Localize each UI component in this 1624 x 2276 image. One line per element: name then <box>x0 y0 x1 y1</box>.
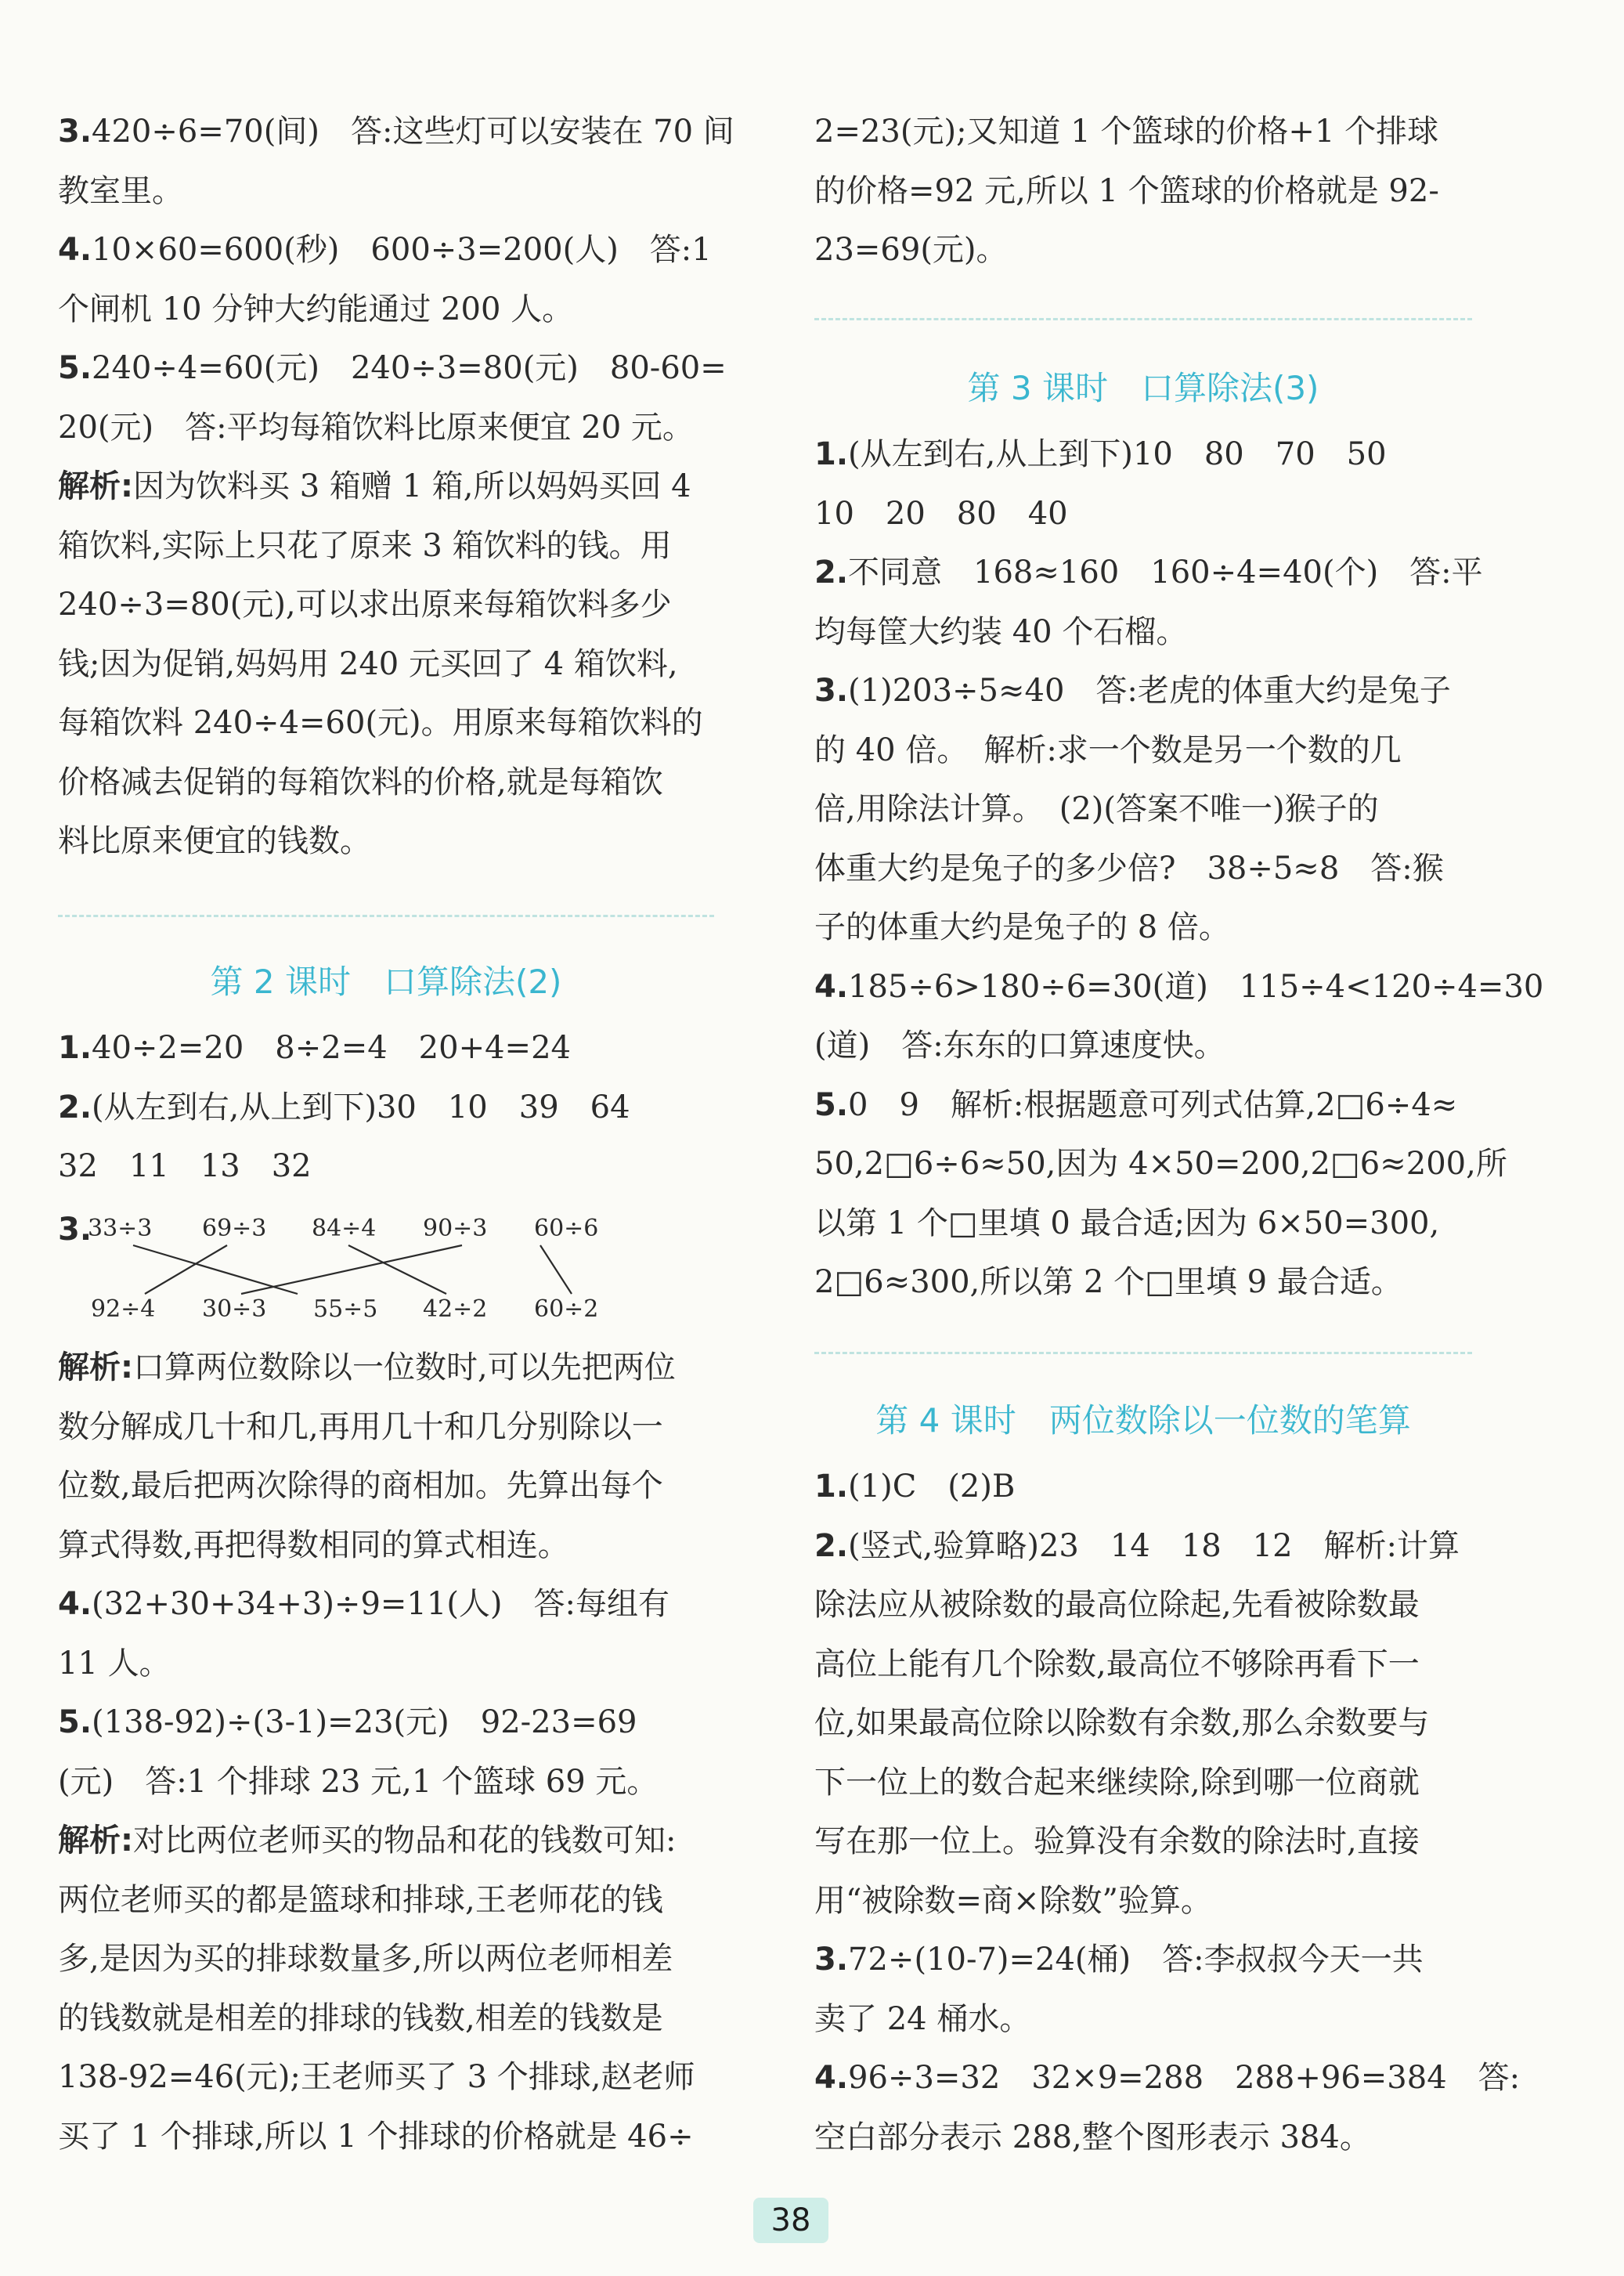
item-label: 解析: <box>58 1823 133 1859</box>
line-text: 对比两位老师买的物品和花的钱数可知: <box>133 1823 677 1859</box>
line-text: 子的体重大约是兔子的 8 倍。 <box>814 909 1230 945</box>
text-line <box>814 1706 1429 1740</box>
expr-bottom-2: 30÷3 <box>202 1295 267 1323</box>
text-line <box>814 792 1379 826</box>
line-text: 卖了 24 桶水。 <box>814 2000 1031 2037</box>
expr-bottom-5: 60÷2 <box>534 1295 599 1323</box>
text-line <box>814 114 1438 149</box>
text-line <box>58 1469 663 1503</box>
line-text: 138-92=46(元);王老师买了 3 个排球,赵老师 <box>58 2059 695 2095</box>
line-text: 96÷3=32 32×9=288 288+96=384 答: <box>848 2060 1521 2096</box>
text-line <box>814 233 1008 267</box>
text-line <box>814 970 1543 1004</box>
item-label: 4. <box>814 2060 849 2096</box>
line-text: 写在那一位上。验算没有余数的除法时,直接 <box>814 1823 1420 1859</box>
text-line <box>814 1884 1212 1918</box>
text-line <box>814 1647 1420 1682</box>
text-line <box>814 2002 1030 2036</box>
expr-top-2: 69÷3 <box>202 1215 267 1242</box>
line-text: 的 40 倍。 解析:求一个数是另一个数的几 <box>814 732 1402 768</box>
item-label: 1. <box>814 1469 849 1505</box>
expr-bottom-4: 42÷2 <box>423 1295 488 1323</box>
lesson-3-heading: 第 3 课时 口算除法(3) <box>967 369 1319 407</box>
line-text: 位,如果最高位除以除数有余数,那么余数要与 <box>814 1705 1430 1741</box>
item-label: 3. <box>58 114 92 150</box>
expr-bottom-3: 55÷5 <box>313 1295 378 1323</box>
expr-top-4: 90÷3 <box>423 1215 488 1242</box>
q3-number: 3. <box>58 1212 92 1248</box>
text-line <box>58 1942 673 1976</box>
line-text: 72÷(10-7)=24(桶) 答:李叔叔今天一共 <box>848 1942 1424 1978</box>
line-text: 420÷6=70(间) 答:这些灯可以安装在 70 间 <box>92 114 734 150</box>
text-line <box>58 2060 695 2094</box>
item-label: 2. <box>814 555 849 591</box>
line-text: (从左到右,从上到下)10 80 70 50 <box>848 436 1387 472</box>
line-text: 倍,用除法计算。 (2)(答案不唯一)猴子的 <box>814 791 1379 827</box>
text-line <box>58 1350 676 1385</box>
text-line <box>814 674 1451 708</box>
item-label: 5. <box>58 350 92 386</box>
text-line <box>814 1028 1225 1063</box>
text-line <box>814 1469 1015 1504</box>
expr-top-5: 60÷6 <box>534 1215 599 1242</box>
line-text: (32+30+34+3)÷9=11(人) 答:每组有 <box>92 1586 669 1622</box>
text-line <box>814 733 1402 768</box>
line-text: 体重大约是兔子的多少倍? 38÷5≈8 答:猴 <box>814 850 1444 887</box>
line-text: 两位老师买的都是篮球和排球,王老师花的钱 <box>58 1881 663 1918</box>
line-text: 空白部分表示 288,整个图形表示 384。 <box>814 2119 1371 2155</box>
item-label: 4. <box>814 968 849 1005</box>
text-line <box>814 2061 1520 2095</box>
text-line <box>58 1528 569 1562</box>
expr-top-1: 33÷3 <box>88 1215 153 1242</box>
line-text: (1)C (2)B <box>848 1469 1016 1505</box>
page-number: 38 <box>753 2198 828 2243</box>
line-text: 教室里。 <box>58 172 183 209</box>
line-text: 均每筐大约装 40 个石榴。 <box>814 613 1188 650</box>
expr-bottom-1: 92÷4 <box>91 1295 156 1323</box>
item-label: 5. <box>58 1704 92 1740</box>
text-line <box>58 1883 663 1917</box>
item-label: 2. <box>814 1527 849 1564</box>
line-text: 数分解成几十和几,再用几十和几分别除以一 <box>58 1408 663 1445</box>
line-text: 的钱数就是相差的排球的钱数,相差的钱数是 <box>58 2000 663 2036</box>
text-line <box>58 1823 676 1858</box>
line-text: 位数,最后把两次除得的商相加。先算出每个 <box>58 1468 663 1504</box>
text-line <box>814 615 1187 649</box>
item-label: 解析: <box>58 468 133 504</box>
expr-top-3: 84÷4 <box>312 1215 377 1242</box>
line-text: 20(元) 答:平均每箱饮料比原来便宜 20 元。 <box>58 409 694 446</box>
lesson-2-heading: 第 2 课时 口算除法(2) <box>210 963 562 1001</box>
line-text: 箱饮料,实际上只花了原来 3 箱饮料的钱。用 <box>58 527 672 564</box>
text-line <box>814 437 1387 471</box>
text-line <box>814 1529 1460 1563</box>
line-text: 因为饮料买 3 箱赠 1 箱,所以妈妈买回 4 <box>133 468 691 504</box>
line-text: 的价格=92 元,所以 1 个篮球的价格就是 92- <box>814 172 1439 209</box>
line-text: 以第 1 个□里填 0 最合适;因为 6×50=300, <box>814 1205 1440 1241</box>
line-text: (1)203÷5≈40 答:老虎的体重大约是兔子 <box>848 673 1451 709</box>
item-label: 4. <box>58 1586 92 1622</box>
line-text: 240÷4=60(元) 240÷3=80(元) 80-60= <box>92 350 727 386</box>
line-text: (竖式,验算略)23 14 18 12 解析:计算 <box>848 1527 1460 1564</box>
text-line <box>814 1206 1439 1241</box>
line-text: 11 人。 <box>58 1645 171 1682</box>
line-text: 10 20 80 40 <box>814 495 1068 532</box>
line-text: (元) 答:1 个排球 23 元,1 个篮球 69 元。 <box>58 1763 659 1800</box>
line-text: 多,是因为买的排球数量多,所以两位老师相差 <box>58 1941 673 1977</box>
item-label: 1. <box>58 1030 92 1066</box>
line-text: 每箱饮料 240÷4=60(元)。用原来每箱饮料的 <box>58 705 703 741</box>
line-text: 240÷3=80(元),可以求出原来每箱饮料多少 <box>58 587 672 623</box>
text-line <box>814 851 1444 886</box>
line-text: 185÷6>180÷6=30(道) 115÷4<120÷4=30 <box>848 968 1544 1005</box>
item-label: 1. <box>814 436 849 472</box>
line-text: 0 9 解析:根据题意可列式估算,2□6÷4≈ <box>848 1086 1458 1123</box>
line-text: 下一位上的数合起来继续除,除到哪一位商就 <box>814 1764 1420 1801</box>
line-text: 除法应从被除数的最高位除起,先看被除数最 <box>814 1587 1420 1623</box>
line-text: (138-92)÷(3-1)=23(元) 92-23=69 <box>92 1704 637 1740</box>
line-text: 23=69(元)。 <box>814 232 1008 268</box>
item-label: 5. <box>814 1086 849 1123</box>
line-text: 料比原来便宜的钱数。 <box>58 823 371 859</box>
item-label: 解析: <box>58 1349 133 1385</box>
lesson-4-heading: 第 4 课时 两位数除以一位数的笔算 <box>875 1401 1411 1440</box>
section-divider <box>814 1352 1472 1354</box>
text-line <box>814 1265 1402 1299</box>
text-line <box>814 1088 1457 1122</box>
line-text: 用“被除数=商×除数”验算。 <box>814 1882 1212 1919</box>
text-line <box>814 1147 1507 1181</box>
text-line <box>58 1705 637 1740</box>
item-label: 3. <box>814 1942 849 1978</box>
line-text: 钱;因为促销,妈妈用 240 元买回了 4 箱饮料, <box>58 645 678 682</box>
text-line <box>58 2001 663 2036</box>
item-label: 2. <box>58 1089 92 1125</box>
line-text: 2=23(元);又知道 1 个篮球的价格+1 个排球 <box>814 114 1439 150</box>
line-text: (道) 答:东东的口算速度快。 <box>814 1028 1225 1064</box>
text-line <box>814 1824 1420 1859</box>
line-text: 50,2□6÷6≈50,因为 4×50=200,2□6≈200,所 <box>814 1146 1507 1182</box>
text-line <box>58 1587 669 1621</box>
line-text: (从左到右,从上到下)30 10 39 64 <box>92 1089 630 1125</box>
text-line <box>814 1588 1420 1622</box>
item-label: 3. <box>814 673 849 709</box>
text-line <box>58 1765 658 1799</box>
text-line <box>814 497 1068 531</box>
line-text: 2□6≈300,所以第 2 个□里填 9 最合适。 <box>814 1264 1402 1300</box>
line-text: 个闸机 10 分钟大约能通过 200 人。 <box>58 291 574 327</box>
line-text: 不同意 168≈160 160÷4=40(个) 答:平 <box>848 555 1483 591</box>
section-divider <box>814 318 1472 320</box>
text-line <box>814 174 1439 208</box>
text-line <box>814 2120 1371 2155</box>
text-line <box>58 2119 694 2154</box>
line-text: 10×60=600(秒) 600÷3=200(人) 答:1 <box>92 232 712 268</box>
text-line <box>814 910 1230 945</box>
line-text: 40÷2=20 8÷2=4 20+4=24 <box>92 1030 571 1066</box>
line-text: 价格减去促销的每箱饮料的价格,就是每箱饮 <box>58 764 663 800</box>
line-text: 算式得数,再把得数相同的算式相连。 <box>58 1526 569 1563</box>
line-text: 口算两位数除以一位数时,可以先把两位 <box>133 1349 676 1385</box>
text-line <box>58 1646 171 1681</box>
text-line <box>58 1410 663 1444</box>
text-line <box>814 555 1483 590</box>
item-label: 4. <box>58 232 92 268</box>
line-text: 32 11 13 32 <box>58 1148 312 1184</box>
line-text: 买了 1 个排球,所以 1 个排球的价格就是 46÷ <box>58 2118 694 2155</box>
text-line <box>814 1765 1420 1800</box>
text-line <box>814 1942 1424 1977</box>
line-text: 高位上能有几个除数,最高位不够除再看下一 <box>814 1646 1420 1682</box>
